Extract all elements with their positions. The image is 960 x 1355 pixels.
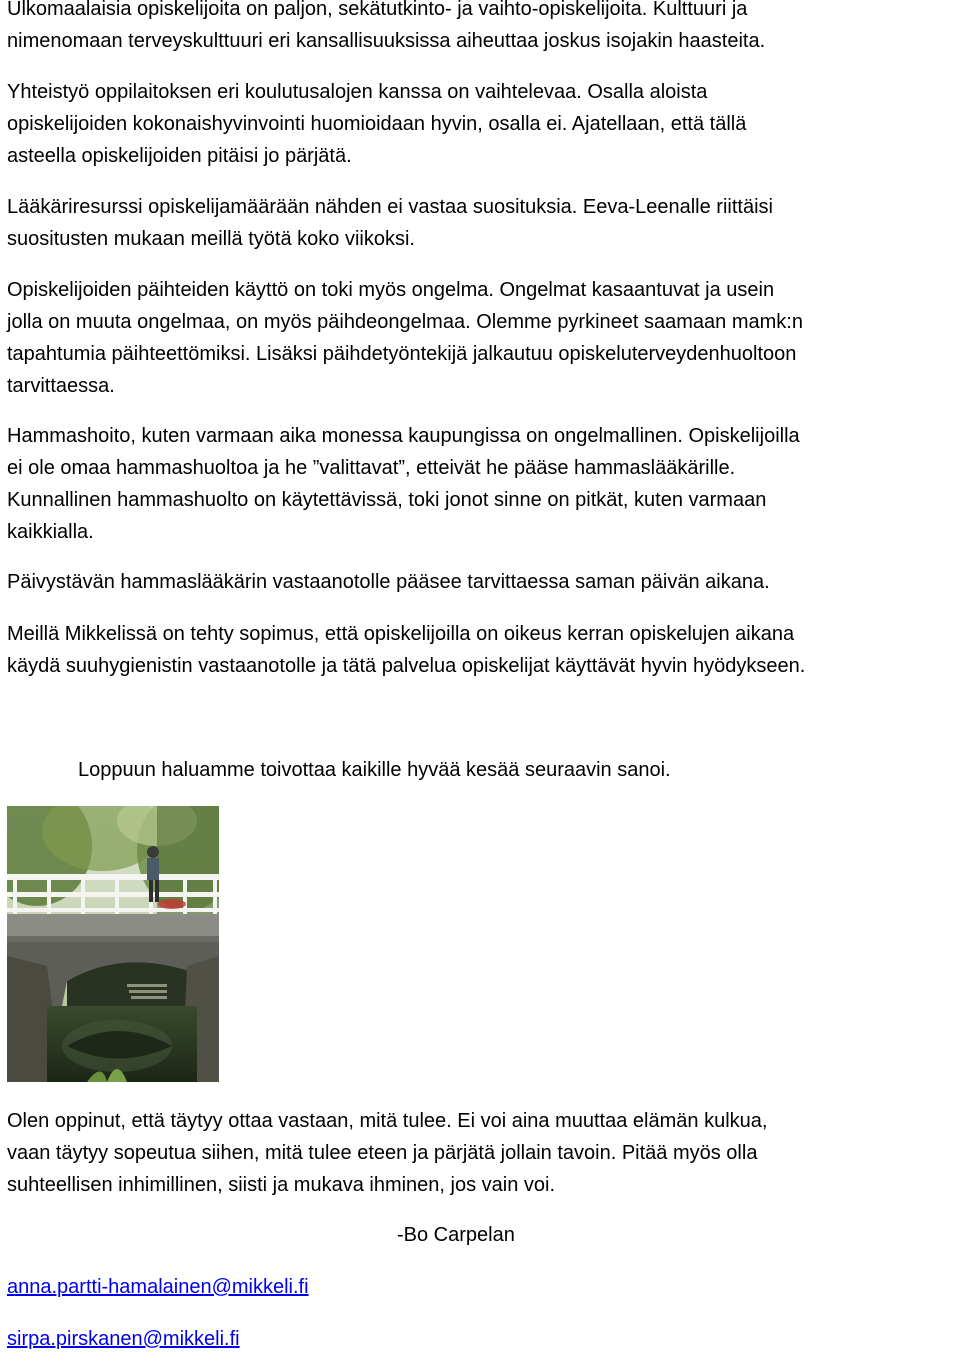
text-line: Hammashoito, kuten varmaan aika monessa kaupungissa on ongelmallinen. Opiskelijoilla: [7, 425, 800, 447]
text-line: tarvittaessa.: [7, 375, 115, 397]
text-line: Lääkäriresurssi opiskelijamäärään nähden ei vastaa suosituksia. Eeva-Leenalle riittäisi: [7, 196, 773, 218]
text-line: Opiskelijoiden päihteiden käyttö on toki myös ongelma. Ongelmat kasaantuvat ja usein: [7, 279, 775, 301]
text-line: ei ole omaa hammashuoltoa ja he ”valittavat”, etteivät he pääse hammaslääkärille.: [7, 457, 736, 479]
paragraph-substance-use: [7, 274, 957, 402]
text-line: kaikkialla.: [7, 521, 94, 543]
paragraph-emergency-dentist: [7, 566, 957, 598]
text-line: Yhteistyö oppilaitoksen eri koulutusalojen kanssa on vaihtelevaa. Osalla aloista: [7, 81, 708, 103]
quote-author: -Bo Carpelan: [397, 1224, 515, 1246]
text-line: Kunnallinen hammashuolto on käytettävissä, toki jonot sinne on pitkät, kuten varmaan: [7, 489, 767, 511]
text-line: suositusten mukaan meillä työtä koko viikoksi.: [7, 228, 415, 250]
quote-block: [7, 1105, 957, 1201]
text-line: käydä suuhygienistin vastaanotolle ja tätä palvelua opiskelijat käyttävät hyvin hyödykseen.: [7, 655, 806, 677]
text-line: nimenomaan terveyskulttuuri eri kansallisuuksissa aiheuttaa joskus isojakin haasteita.: [7, 30, 766, 52]
quote-line: suhteellisen inhimillinen, siisti ja mukava ihminen, jos vain voi.: [7, 1174, 556, 1196]
text-line: tapahtumia päihteettömiksi. Lisäksi päihdetyöntekijä jalkautuu opiskeluterveydenhuoltoon: [7, 343, 797, 365]
paragraph-dental-care: [7, 420, 957, 548]
text-line: Päivystävän hammaslääkärin vastaanotolle pääsee tarvittaessa saman päivän aikana.: [7, 571, 770, 593]
paragraph-dental-hygienist: [7, 618, 957, 682]
text-line: Ulkomaalaisia opiskelijoita on paljon, sekätutkinto- ja vaihto-opiskelijoita. Kulttuuri ja: [7, 0, 748, 20]
text-line: Meillä Mikkelissä on tehty sopimus, että opiskelijoilla on oikeus kerran opiskelujen aikana: [7, 623, 795, 645]
quote-line: vaan täytyy sopeutua siihen, mitä tulee eteen ja pärjätä jollain tavoin. Pitää myös olla: [7, 1142, 758, 1164]
paragraph-international-students: [7, 0, 957, 57]
text-line: asteella opiskelijoiden pitäisi jo pärjätä.: [7, 145, 352, 167]
bridge-photo: [7, 806, 219, 1082]
closing-greeting: Loppuun haluamme toivottaa kaikille hyvää kesää seuraavin sanoi.: [78, 759, 671, 781]
email-link-sirpa[interactable]: sirpa.pirskanen@mikkeli.fi: [7, 1328, 240, 1350]
quote-line: Olen oppinut, että täytyy ottaa vastaan, mitä tulee. Ei voi aina muuttaa elämän kulkua,: [7, 1110, 768, 1132]
email-link-anna[interactable]: anna.partti-hamalainen@mikkeli.fi: [7, 1276, 309, 1298]
text-line: opiskelijoiden kokonaishyvinvointi huomioidaan hyvin, osalla ei. Ajatellaan, että tällä: [7, 113, 747, 135]
paragraph-doctor-resources: [7, 191, 957, 255]
text-line: jolla on muuta ongelmaa, on myös päihdeongelmaa. Olemme pyrkineet saamaan mamk:n: [7, 311, 803, 333]
paragraph-cooperation: [7, 76, 957, 172]
